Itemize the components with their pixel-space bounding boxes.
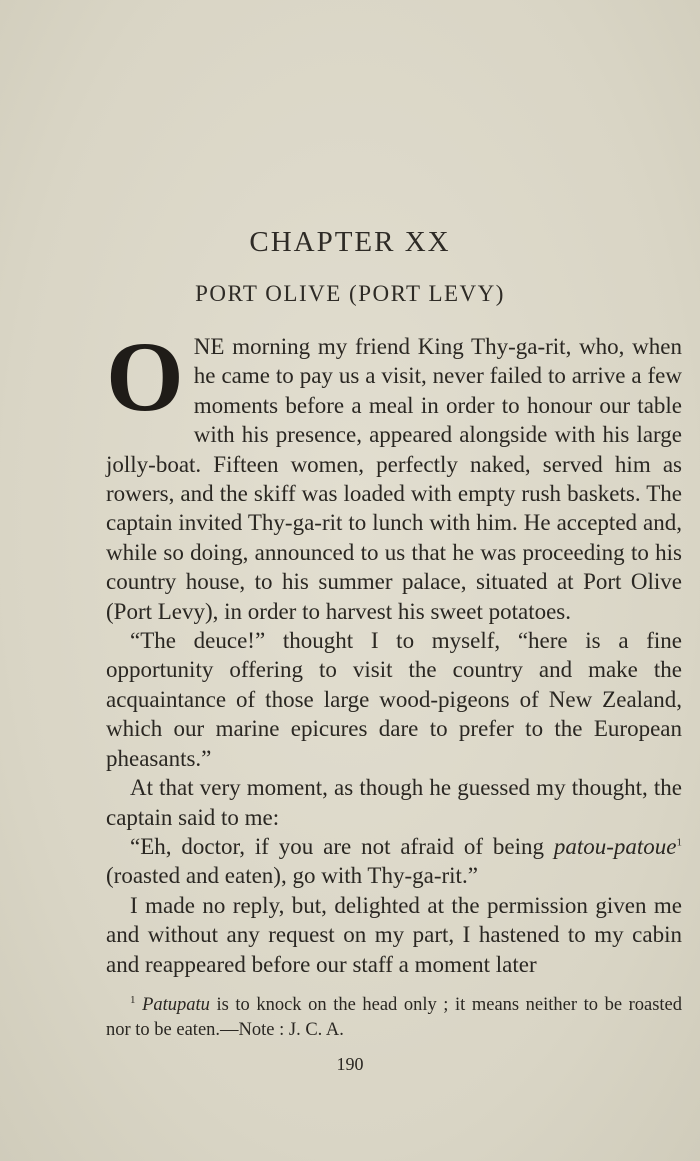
footnote-reference: 1 [676, 836, 682, 849]
footnote-marker: 1 [130, 993, 136, 1006]
paragraph-1 [106, 321, 682, 626]
paragraph-4-start: “Eh, doctor, if you are not afraid of being [130, 833, 554, 859]
footnote-italic: Patupatu [142, 995, 210, 1015]
footnote-text: is to knock on the head only ; it means neither to be roasted nor to be eaten.—Note : J. C. A. [106, 995, 683, 1040]
paragraph-4-italic: patou-patoue [553, 833, 677, 859]
drop-cap: O [106, 321, 184, 432]
paragraph-1-text: NE morning my friend King Thy-ga-rit, who, when he came to pay us a visit, never failed to arrive a few moments before a meal in order to honour our table with his presence, appeared alongside with his large jolly-boat. Fifteen women, perfectly naked, served him as rowers, and the skiff was loaded with empty rush baskets. The captain invited Thy-ga-rit to lunch with him. He accepted and, while so doing, announced to us that he was proceeding to his country house, to his summer palace, situated at Port Olive (Port Levy), in order to harvest his sweet potatoes. [106, 334, 682, 624]
footnote [106, 993, 682, 1043]
paragraph-4-end: (roasted and eaten), go with Thy-ga-rit.” [106, 863, 478, 889]
paragraph-2: “The deuce!” thought I to myself, “here is a fine opportunity offering to visit the country and make the acquaintance of those large wood-pigeons of New Zealand, which our marine epicures dare to prefer to the European pheasants.” [106, 628, 682, 771]
chapter-title: CHAPTER XX [249, 226, 451, 258]
paragraph-4 [106, 832, 682, 891]
chapter-subtitle: PORT OLIVE (PORT LEVY) [195, 281, 505, 306]
body-text [106, 321, 682, 979]
paragraph-5: I made no reply, but, delighted at the permission given me and without any request on my part, I hastened to my cabin and reappeared before our staff a moment later [106, 892, 682, 977]
paragraph-3: At that very moment, as though he guessed my thought, the captain said to me: [106, 775, 682, 830]
page-number: 190 [336, 1054, 364, 1074]
